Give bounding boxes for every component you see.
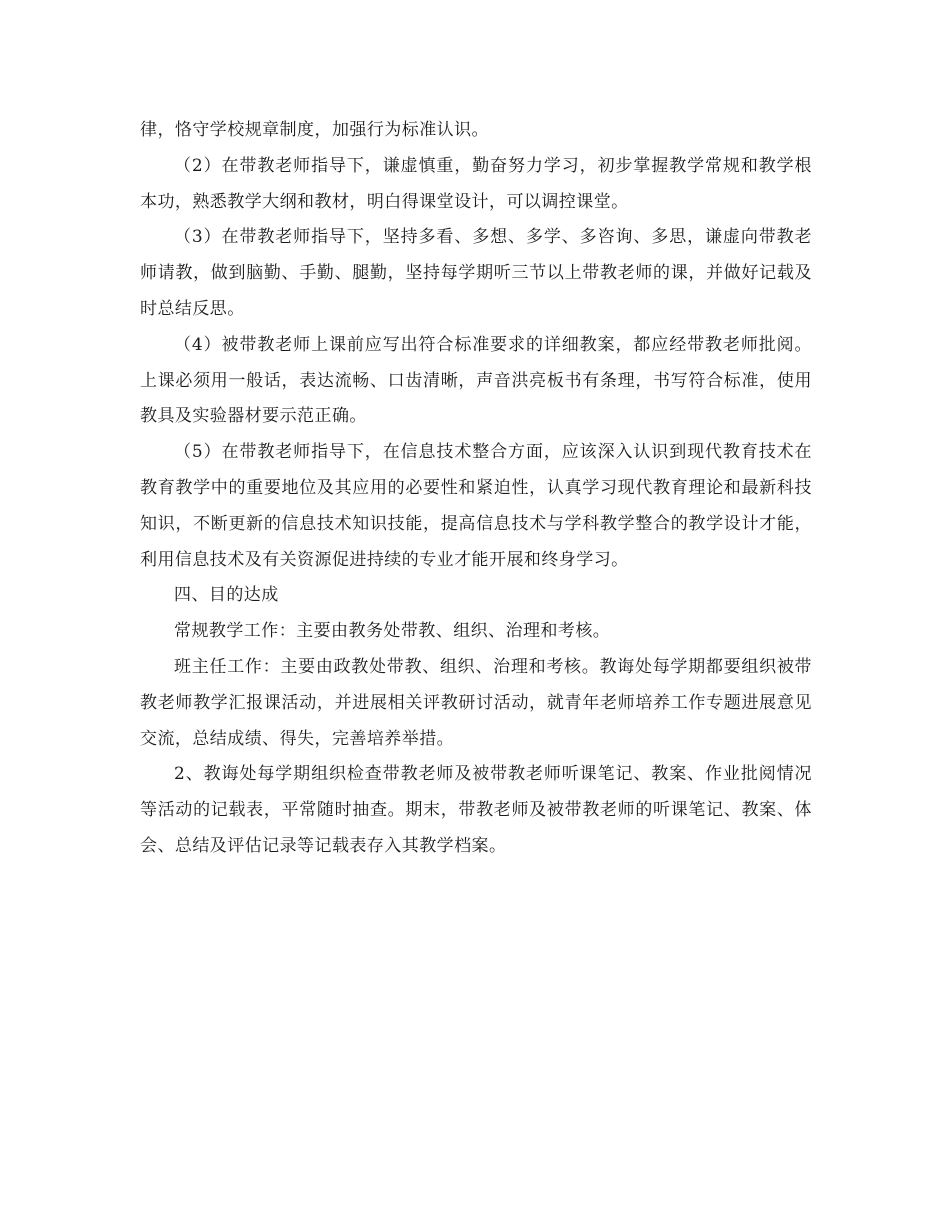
paragraph-class-teacher-work: 班主任工作：主要由政教处带教、组织、治理和考核。教诲处每学期都要组织被带教老师教学汇报课活动，并进展相关评教研讨活动，就青年老师培养工作专题进展意见交流，总结成绩、得失，完善培养举措。 [140,656,812,749]
paragraph-item-inspection: 2、教诲处每学期组织检查带教老师及被带教老师听课笔记、教案、作业批阅情况等活动的记载表，平常随时抽查。期末，带教老师及被带教老师的听课笔记、教案、体会、总结及评估记录等记载表存入其教学档案。 [140,764,812,856]
paragraph-item-4: （4）被带教老师上课前应写出符合标准要求的详细教案，都应经带教老师批阅。上课必须用一般话，表达流畅、口齿清晰，声音洪亮板书有条理，书写符合标准，使用教具及实验器材要示范正确。 [140,334,812,427]
document-body [140,113,812,865]
paragraph-item-2: （2）在带教老师指导下，谦虚慎重，勤奋努力学习，初步掌握教学常规和教学根本功，熟悉教学大纲和教材，明白得课堂设计，可以调控课堂。 [140,155,812,212]
paragraph-item-5: （5）在带教老师指导下，在信息技术整合方面，应该深入认识到现代教育技术在教育教学中的重要地位及其应用的必要性和紧迫性，认真学习现代教育理论和最新科技知识，不断更新的信息技术知识技能，提高信息技术与学科教学整合的教学设计才能，利用信息技术及有关资源促进持续的专业才能开展和终身学习。 [140,442,812,570]
paragraph-continuation: 律，恪守学校规章制度，加强行为标准认识。 [140,120,489,140]
paragraph-item-3: （3）在带教老师指导下，坚持多看、多想、多学、多咨询、多思，谦虚向带教老师请教，做到脑勤、手勤、腿勤，坚持每学期听三节以上带教老师的课，并做好记载及时总结反思。 [140,227,812,319]
paragraph-routine-teaching: 常规教学工作：主要由教务处带教、组织、治理和考核。 [174,621,611,642]
section-heading-goal-achievement: 四、目的达成 [174,585,279,606]
